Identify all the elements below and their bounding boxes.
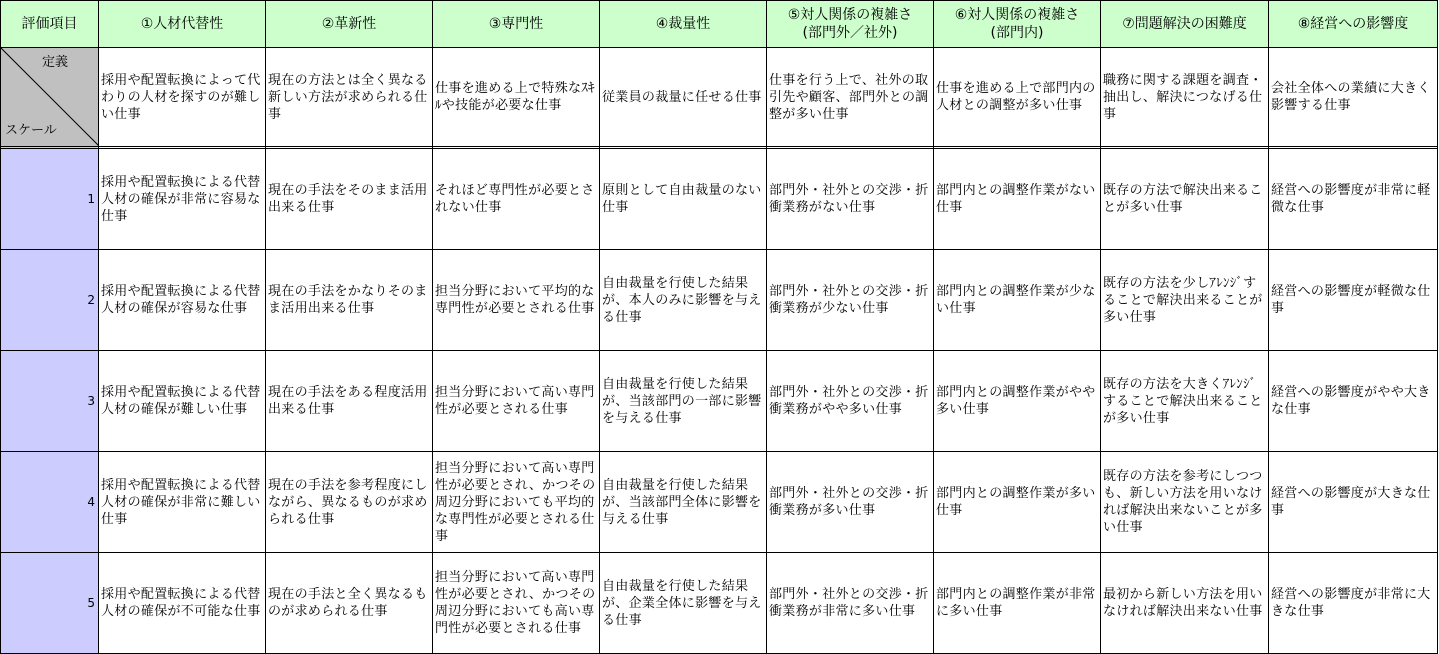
header-col-5-text: ⑤対人関係の複雑さ (部門外／社外): [787, 7, 913, 41]
definition-scale-corner: [1, 48, 99, 147]
table-cell: それほど専門性が必要とされない仕事: [433, 149, 600, 250]
header-col-6: [934, 1, 1101, 48]
table-cell: 採用や配置転換による代替人材の確保が不可能な仕事: [99, 553, 266, 654]
table-cell: 採用や配置転換による代替人材の確保が非常に難しい仕事: [99, 452, 266, 553]
header-corner: 評価項目: [1, 1, 99, 48]
table-cell: 現在の手法をかなりそのまま活用出来る仕事: [266, 250, 433, 351]
table-cell: 自由裁量を行使した結果が、本人のみに影響を与える仕事: [600, 250, 767, 351]
table-cell: 担当分野において高い専門性が必要とされ、かつその周辺分野においても高い専門性が必要とされる仕事: [433, 553, 600, 654]
table-cell: 担当分野において高い専門性が必要とされ、かつその周辺分野においても平均的な専門性が必要とされる仕事: [433, 452, 600, 553]
table-cell: 原則として自由裁量のない仕事: [600, 149, 767, 250]
table-cell: 経営への影響度が大きな仕事: [1269, 452, 1438, 553]
scale-row-4: [1, 452, 1438, 553]
table-cell: 自由裁量を行使した結果が、企業全体に影響を与える仕事: [600, 553, 767, 654]
definition-cell-7: 職務に関する課題を調査・抽出し、解決につなげる仕事: [1101, 48, 1269, 147]
definition-cell-8: 会社全体への業績に大きく影響する仕事: [1269, 48, 1438, 147]
definition-cell-3: 仕事を進める上で特殊なｽｷﾙや技能が必要な仕事: [433, 48, 600, 147]
definition-label: 定義: [41, 55, 68, 70]
table-cell: 部門外・社外との交渉・折衝業務が少ない仕事: [767, 250, 934, 351]
table-cell: 既存の方法を少しｱﾚﾝｼﾞすることで解決出来ることが多い仕事: [1101, 250, 1269, 351]
table-cell: 部門内との調整作業がない仕事: [934, 149, 1101, 250]
table-cell: 既存の方法を参考にしつつも、新しい方法を用いなければ解決出来ないことが多い仕事: [1101, 452, 1269, 553]
table-cell: 部門内との調整作業が多い仕事: [934, 452, 1101, 553]
scale-number: 2: [1, 250, 99, 351]
definition-row: [1, 48, 1438, 147]
table-cell: 既存の方法で解決出来ることが多い仕事: [1101, 149, 1269, 250]
table-cell: 部門外・社外との交渉・折衝業務が非常に多い仕事: [767, 553, 934, 654]
table-cell: 部門内との調整作業がやや多い仕事: [934, 351, 1101, 452]
table-cell: 採用や配置転換による代替人材の確保が難しい仕事: [99, 351, 266, 452]
header-col-4: ④裁量性: [600, 1, 767, 48]
table-cell: 部門外・社外との交渉・折衝業務が多い仕事: [767, 452, 934, 553]
scale-number: 4: [1, 452, 99, 553]
definition-cell-2: 現在の方法とは全く異なる新しい方法が求められる仕事: [266, 48, 433, 147]
scale-label: スケール: [5, 123, 57, 138]
table-cell: 部門内との調整作業が少ない仕事: [934, 250, 1101, 351]
table-cell: 現在の手法と全く異なるものが求められる仕事: [266, 553, 433, 654]
header-col-3: ③専門性: [433, 1, 600, 48]
table-cell: 採用や配置転換による代替人材の確保が容易な仕事: [99, 250, 266, 351]
table-cell: 経営への影響度が軽微な仕事: [1269, 250, 1438, 351]
header-col-5: [767, 1, 934, 48]
table-cell: 現在の手法をある程度活用出来る仕事: [266, 351, 433, 452]
table-cell: 採用や配置転換による代替人材の確保が非常に容易な仕事: [99, 149, 266, 250]
table-cell: 現在の手法を参考程度にしながら、異なるものが求められる仕事: [266, 452, 433, 553]
scale-row-5: [1, 553, 1438, 654]
scale-number: 1: [1, 149, 99, 250]
table-cell: 部門内との調整作業が非常に多い仕事: [934, 553, 1101, 654]
table-cell: 既存の方法を大きくｱﾚﾝｼﾞすることで解決出来ることが多い仕事: [1101, 351, 1269, 452]
scale-number: 5: [1, 553, 99, 654]
header-col-8: ⑧経営への影響度: [1269, 1, 1438, 48]
header-col-2: ②革新性: [266, 1, 433, 48]
table-cell: 経営への影響度が非常に軽微な仕事: [1269, 149, 1438, 250]
scale-row-1: [1, 149, 1438, 250]
table-cell: 自由裁量を行使した結果が、当該部門の一部に影響を与える仕事: [600, 351, 767, 452]
header-col-7: ⑦問題解決の困難度: [1101, 1, 1269, 48]
table-cell: 最初から新しい方法を用いなければ解決出来ない仕事: [1101, 553, 1269, 654]
definition-cell-5: 仕事を行う上で、社外の取引先や顧客、部門外との調整が多い仕事: [767, 48, 934, 147]
header-row: [1, 1, 1438, 48]
table-cell: 自由裁量を行使した結果が、当該部門全体に影響を与える仕事: [600, 452, 767, 553]
definition-cell-1: 採用や配置転換によって代わりの人材を探すのが難しい仕事: [99, 48, 266, 147]
table-cell: 現在の手法をそのまま活用出来る仕事: [266, 149, 433, 250]
header-col-6-text: ⑥対人関係の複雑さ (部門内): [954, 7, 1080, 41]
table-cell: 経営への影響度が非常に大きな仕事: [1269, 553, 1438, 654]
table-cell: 部門外・社外との交渉・折衝業務がやや多い仕事: [767, 351, 934, 452]
scale-row-2: [1, 250, 1438, 351]
table-cell: 担当分野において平均的な専門性が必要とされる仕事: [433, 250, 600, 351]
table-cell: 部門外・社外との交渉・折衝業務がない仕事: [767, 149, 934, 250]
definition-cell-4: 従業員の裁量に任せる仕事: [600, 48, 767, 147]
scale-number: 3: [1, 351, 99, 452]
table-cell: 経営への影響度がやや大きな仕事: [1269, 351, 1438, 452]
scale-row-3: [1, 351, 1438, 452]
definition-cell-6: 仕事を進める上で部門内の人材との調整が多い仕事: [934, 48, 1101, 147]
table-cell: 担当分野において高い専門性が必要とされる仕事: [433, 351, 600, 452]
header-col-1: ①人材代替性: [99, 1, 266, 48]
